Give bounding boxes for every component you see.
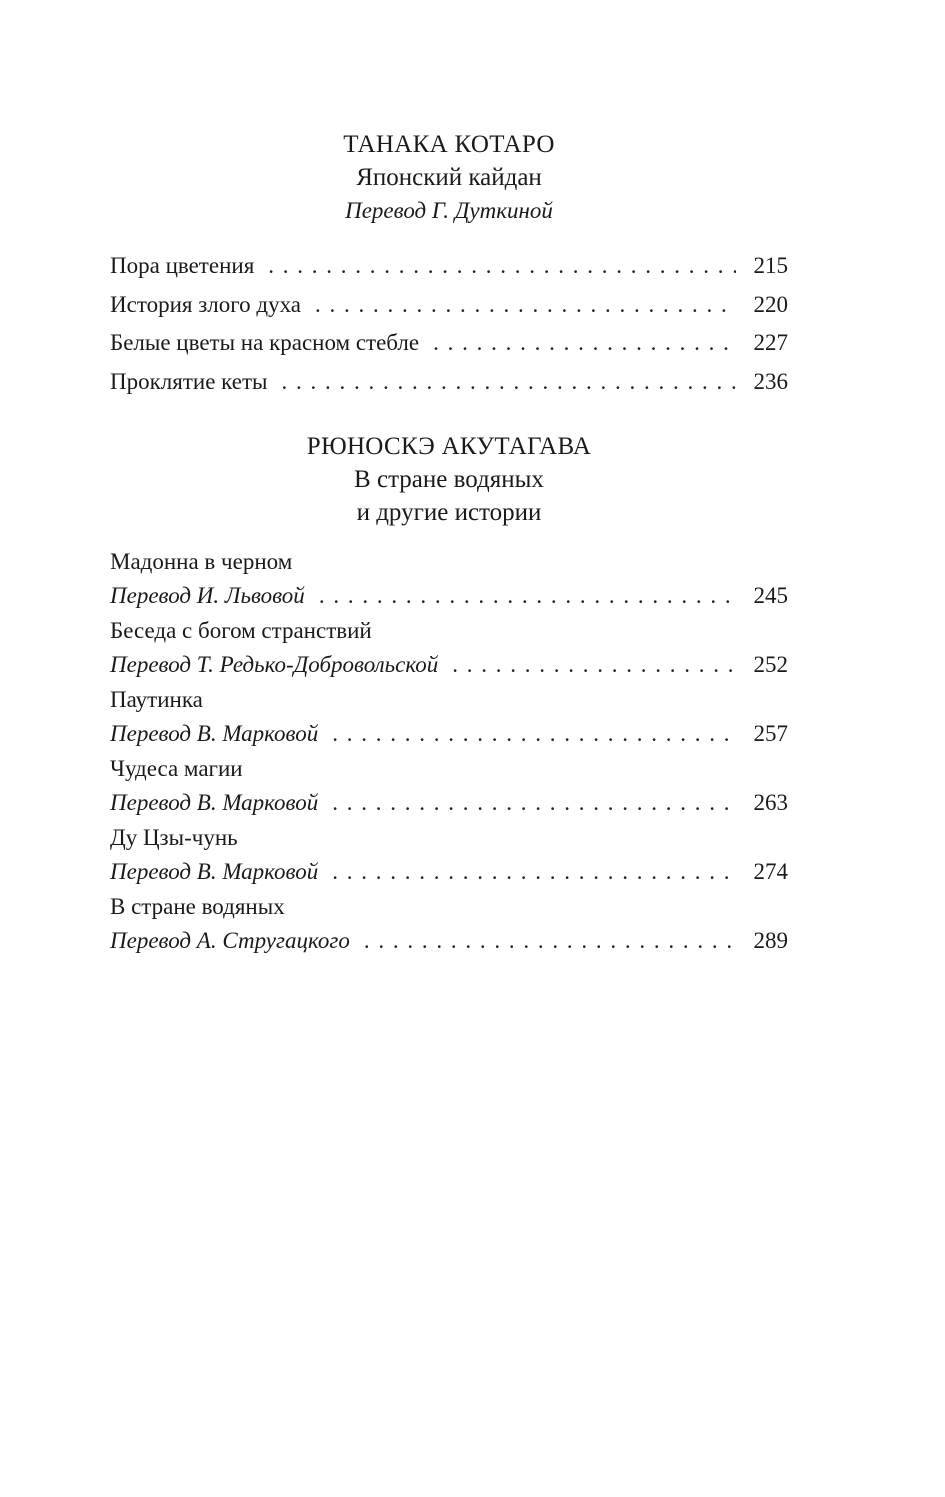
toc-entry-title: Ду Цзы-чунь xyxy=(110,825,238,850)
toc-entry[interactable] xyxy=(110,546,788,615)
toc-entry[interactable] xyxy=(110,615,788,684)
toc-entry-credit-row xyxy=(110,577,788,615)
toc-entry-title: Проклятие кеты xyxy=(110,368,268,394)
toc-entry-title: Паутинка xyxy=(110,687,203,712)
toc-entry[interactable] xyxy=(110,753,788,822)
book-title-line-2: и другие истории xyxy=(356,499,542,526)
section-akutagawa xyxy=(110,430,788,960)
dot-leader xyxy=(332,784,736,822)
toc-page-number: 252 xyxy=(753,652,788,677)
toc-entry-translator: Перевод В. Марковой xyxy=(110,790,319,815)
toc-entry-translator: Перевод В. Марковой xyxy=(110,859,319,884)
toc-entry[interactable] xyxy=(110,247,788,286)
toc-page-number: 274 xyxy=(753,859,788,884)
toc-entry-credit-row xyxy=(110,784,788,822)
toc-entry[interactable] xyxy=(110,822,788,891)
dot-leader xyxy=(281,363,736,402)
toc-entry[interactable] xyxy=(110,363,788,402)
toc-entry-credit-row xyxy=(110,715,788,753)
toc-entry-translator: Перевод В. Марковой xyxy=(110,721,319,746)
toc-entry-translator: Перевод Т. Редько-Добровольской xyxy=(110,652,439,677)
author-heading: ТАНАКА КОТАРО xyxy=(343,131,555,158)
dot-leader xyxy=(452,646,736,684)
toc-entry-translator: Перевод И. Львовой xyxy=(110,583,305,608)
toc-entry-credit-row xyxy=(110,646,788,684)
toc-page-number: 215 xyxy=(753,253,788,278)
toc-page-number: 245 xyxy=(753,583,788,608)
toc-page-number: 227 xyxy=(753,330,788,355)
dot-leader xyxy=(332,853,736,891)
toc-page-number: 236 xyxy=(753,368,788,394)
toc-page-number: 263 xyxy=(753,790,788,815)
toc-page-number: 289 xyxy=(753,928,788,953)
translator-credit: Перевод Г. Дуткиной xyxy=(345,198,553,223)
toc-list xyxy=(110,247,788,401)
toc-entry-title: Чудеса магии xyxy=(110,756,243,781)
toc-entry-translator: Перевод А. Стругацкого xyxy=(110,928,350,953)
toc-list xyxy=(110,546,788,960)
toc-entry[interactable] xyxy=(110,891,788,960)
author-heading: РЮНОСКЭ АКУТАГАВА xyxy=(306,433,592,460)
dot-leader xyxy=(332,715,736,753)
toc-entry-title: Беседа с богом странствий xyxy=(110,618,372,643)
toc-entry-credit-row xyxy=(110,922,788,960)
toc-entry-title: История злого духа xyxy=(110,291,301,317)
dot-leader xyxy=(315,286,736,325)
dot-leader xyxy=(364,922,736,960)
toc-entry-title: Пора цветения xyxy=(110,253,255,278)
toc-entry[interactable] xyxy=(110,324,788,363)
toc-entry[interactable] xyxy=(110,286,788,325)
section-tanaka-kotaro xyxy=(110,128,788,401)
toc-entry-title: Белые цветы на красном стебле xyxy=(110,330,420,355)
toc-entry[interactable] xyxy=(110,684,788,753)
toc-page-number: 257 xyxy=(753,721,788,746)
toc-entry-title: В стране водяных xyxy=(110,894,285,919)
toc-page-number: 220 xyxy=(753,291,788,317)
dot-leader xyxy=(268,247,736,286)
toc-entry-title: Мадонна в черном xyxy=(110,549,293,574)
dot-leader xyxy=(433,324,736,363)
book-title-line-1: В стране водяных xyxy=(354,466,544,493)
toc-entry-credit-row xyxy=(110,853,788,891)
dot-leader xyxy=(319,577,736,615)
book-title: Японский кайдан xyxy=(356,164,542,191)
